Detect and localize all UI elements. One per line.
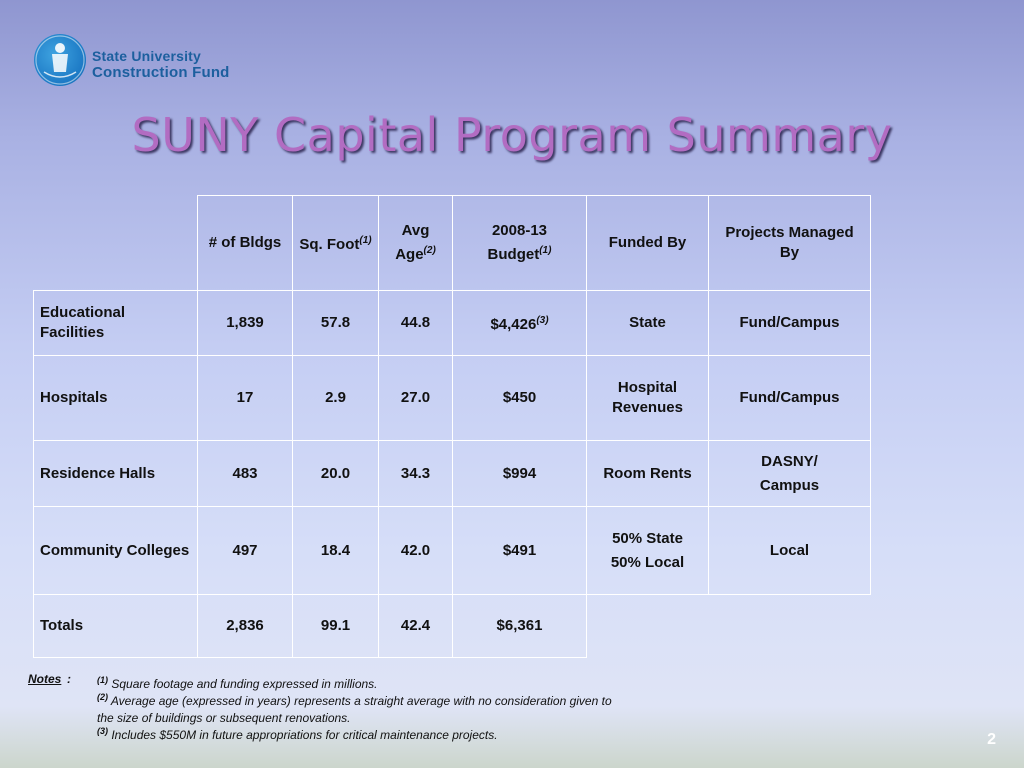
row-label: Residence Halls — [34, 441, 198, 507]
table-row — [34, 595, 871, 658]
cell-funded: State — [587, 291, 709, 356]
cell-sqft: 57.8 — [293, 291, 379, 356]
cell-sqft: 99.1 — [293, 595, 379, 658]
cell-budget: $491 — [453, 507, 587, 595]
note-marker: (1) — [97, 675, 108, 685]
page-title: SUNY Capital Program Summary — [131, 108, 893, 162]
cell-budget: $994 — [453, 441, 587, 507]
note-marker: (3) — [97, 726, 108, 736]
row-label: Totals — [34, 595, 198, 658]
note-text: Average age (expressed in years) represents a straight average with no consideration given to the size of buildings or subsequent renovations. — [97, 694, 612, 725]
header-empty-cell — [34, 196, 198, 291]
cell-bldgs: 483 — [198, 441, 293, 507]
footnote-marker: (2) — [423, 245, 436, 256]
cell-budget: $6,361 — [453, 595, 587, 658]
header-funded-text: Funded By — [608, 234, 687, 251]
cell-age: 42.0 — [379, 507, 453, 595]
cell-managed-line2: Campus — [759, 476, 820, 494]
cell-bldgs: 1,839 — [198, 291, 293, 356]
cell-funded-line2: 50% Local — [610, 553, 685, 571]
header-bldgs — [198, 196, 293, 291]
cell-age: 42.4 — [379, 595, 453, 658]
empty-cell — [709, 595, 871, 658]
cell-age: 34.3 — [379, 441, 453, 507]
row-label: Community Colleges — [34, 507, 198, 595]
header-budget — [453, 196, 587, 291]
summary-table — [33, 195, 871, 658]
cell-managed-line1: DASNY/ — [761, 452, 818, 470]
row-label: Hospitals — [34, 356, 198, 441]
footnote-marker: (3) — [536, 315, 549, 326]
cell-age: 44.8 — [379, 291, 453, 356]
cell-managed: Fund/Campus — [709, 356, 871, 441]
notes-label: Notes — [28, 672, 62, 686]
header-managed-text: Projects Managed By — [725, 224, 854, 261]
cell-sqft: 20.0 — [293, 441, 379, 507]
logo-text-line1: State University — [92, 48, 202, 64]
row-label: Educational Facilities — [34, 291, 198, 356]
page-number: 2 — [987, 731, 996, 748]
cell-managed: Local — [709, 507, 871, 595]
cell-age: 27.0 — [379, 356, 453, 441]
note-item — [97, 723, 617, 744]
cell-bldgs: 2,836 — [198, 595, 293, 658]
cell-sqft: 2.9 — [293, 356, 379, 441]
logo — [34, 34, 254, 88]
table-row — [34, 356, 871, 441]
cell-managed — [709, 441, 871, 507]
table-row — [34, 507, 871, 595]
header-sqft — [293, 196, 379, 291]
cell-sqft: 18.4 — [293, 507, 379, 595]
note-text: Includes $550M in future appropriations for critical maintenance projects. — [111, 728, 498, 742]
header-budget-text: 2008-13 Budget — [487, 222, 548, 263]
cell-managed: Fund/Campus — [709, 291, 871, 356]
cell-funded: Room Rents — [587, 441, 709, 507]
logo-text-line2: Construction Fund — [92, 64, 230, 81]
table-row — [34, 291, 871, 356]
note-marker: (2) — [97, 692, 108, 702]
cell-funded-line1: 50% State — [612, 529, 683, 547]
header-age — [379, 196, 453, 291]
header-bldgs-text: # of Bldgs — [208, 234, 282, 251]
cell-budget — [453, 291, 587, 356]
logo-emblem-icon — [34, 34, 86, 86]
cell-budget-text: $4,426 — [490, 316, 537, 333]
note-item — [97, 689, 617, 727]
cell-budget: $450 — [453, 356, 587, 441]
footnote-marker: (1) — [359, 235, 372, 246]
note-text: Square footage and funding expressed in millions. — [111, 677, 378, 691]
header-managed — [709, 196, 871, 291]
header-sqft-text: Sq. Foot — [299, 236, 360, 253]
table-row — [34, 441, 871, 507]
cell-funded: Hospital Revenues — [587, 356, 709, 441]
cell-bldgs: 497 — [198, 507, 293, 595]
table-header-row — [34, 196, 871, 291]
cell-bldgs: 17 — [198, 356, 293, 441]
notes-colon: : — [67, 672, 71, 686]
header-age-text: Avg Age — [395, 222, 430, 263]
footnote-marker: (1) — [539, 245, 552, 256]
header-funded — [587, 196, 709, 291]
cell-funded — [587, 507, 709, 595]
empty-cell — [587, 595, 709, 658]
